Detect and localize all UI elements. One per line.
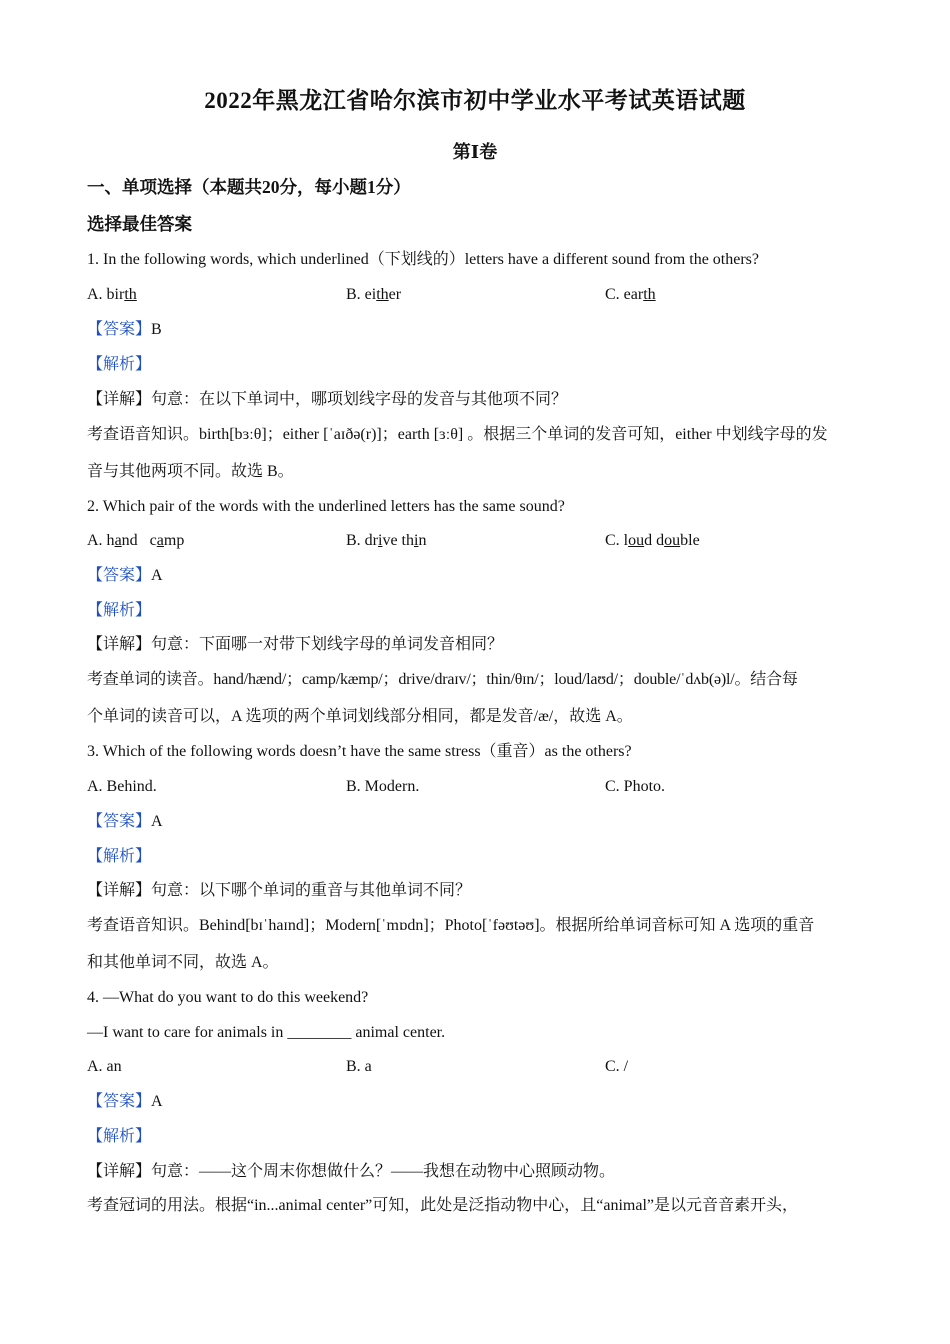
q3-option-c: C. Photo. [605,778,666,795]
q2-explanation-line-2: 个单词的读音可以，A 选项的两个单词划线部分相同，都是发音/æ/，故选 A。 [87,708,633,725]
q3-answer: 【答案】A [87,813,163,830]
question-1-stem: 1. In the following words, which underlined（下划线的）letters have a different sound from the others? [87,251,759,268]
page-title: 2022年黑龙江省哈尔滨市初中学业水平考试英语试题 [204,88,746,113]
question-4-stem-line-2: —I want to care for animals in ________ animal center. [87,1024,446,1041]
q2-option-a: A. hand camp [87,532,185,549]
q4-detail: 【详解】句意：——这个周末你想做什么？——我想在动物中心照顾动物。 [87,1163,616,1180]
q2-answer: 【答案】A [87,567,163,584]
q2-option-c: C. loud double [605,532,700,549]
q4-explanation-line-1: 考查冠词的用法。根据“in...animal center”可知，此处是泛指动物中心，且“animal”是以元音音素开头， [87,1197,799,1214]
q3-detail: 【详解】句意：以下哪个单词的重音与其他单词不同？ [87,882,472,899]
q4-option-a: A. an [87,1058,122,1075]
q2-analysis-label: 【解析】 [87,602,152,619]
q4-option-b: B. a [346,1058,372,1075]
volume-heading: 第Ⅰ卷 [452,142,498,162]
question-2-stem: 2. Which pair of the words with the underlined letters has the same sound? [87,498,565,515]
q4-option-c: C. / [605,1058,629,1075]
question-4-stem-line-1: 4. —What do you want to do this weekend? [87,989,369,1006]
q3-explanation-line-1: 考查语音知识。Behind[bɪˈhaɪnd]；Modern[ˈmɒdn]；Photo[ˈfəʊtəʊ]。根据所给单词音标可知 A 选项的重音 [87,917,815,934]
q1-answer: 【答案】B [87,321,162,338]
q1-option-c: C. earth [605,286,656,303]
q4-answer: 【答案】A [87,1093,163,1110]
q3-option-b: B. Modern. [346,778,420,795]
q2-explanation-line-1: 考查单词的读音。hand/hænd/；camp/kæmp/；drive/draɪv/；thin/θɪn/；loud/laʊd/；double/ˈdʌb(ə)l/。结合每 [87,671,798,688]
q3-explanation-line-2: 和其他单词不同，故选 A。 [87,954,279,971]
q1-analysis-label: 【解析】 [87,356,152,373]
q1-explanation-line-1: 考查语音知识。birth[bɜːθ]；either [ˈaɪðə(r)]；earth [ɜːθ] 。根据三个单词的发音可知，either 中划线字母的发 [87,426,828,443]
q1-option-a: A. birth [87,286,137,303]
q3-option-a: A. Behind. [87,778,157,795]
q4-analysis-label: 【解析】 [87,1128,152,1145]
question-3-stem: 3. Which of the following words doesn’t have the same stress（重音）as the others? [87,743,632,760]
section-heading: 一、单项选择（本题共20分，每小题1分） [87,177,411,197]
q1-explanation-line-2: 音与其他两项不同。故选 B。 [87,463,294,480]
q1-detail: 【详解】句意：在以下单词中，哪项划线字母的发音与其他项不同？ [87,391,568,408]
q2-detail: 【详解】句意：下面哪一对带下划线字母的单词发音相同？ [87,636,504,653]
q3-analysis-label: 【解析】 [87,848,152,865]
sub-heading: 选择最佳答案 [87,214,192,234]
q2-option-b: B. drive thin [346,532,427,549]
q1-option-b: B. either [346,286,402,303]
